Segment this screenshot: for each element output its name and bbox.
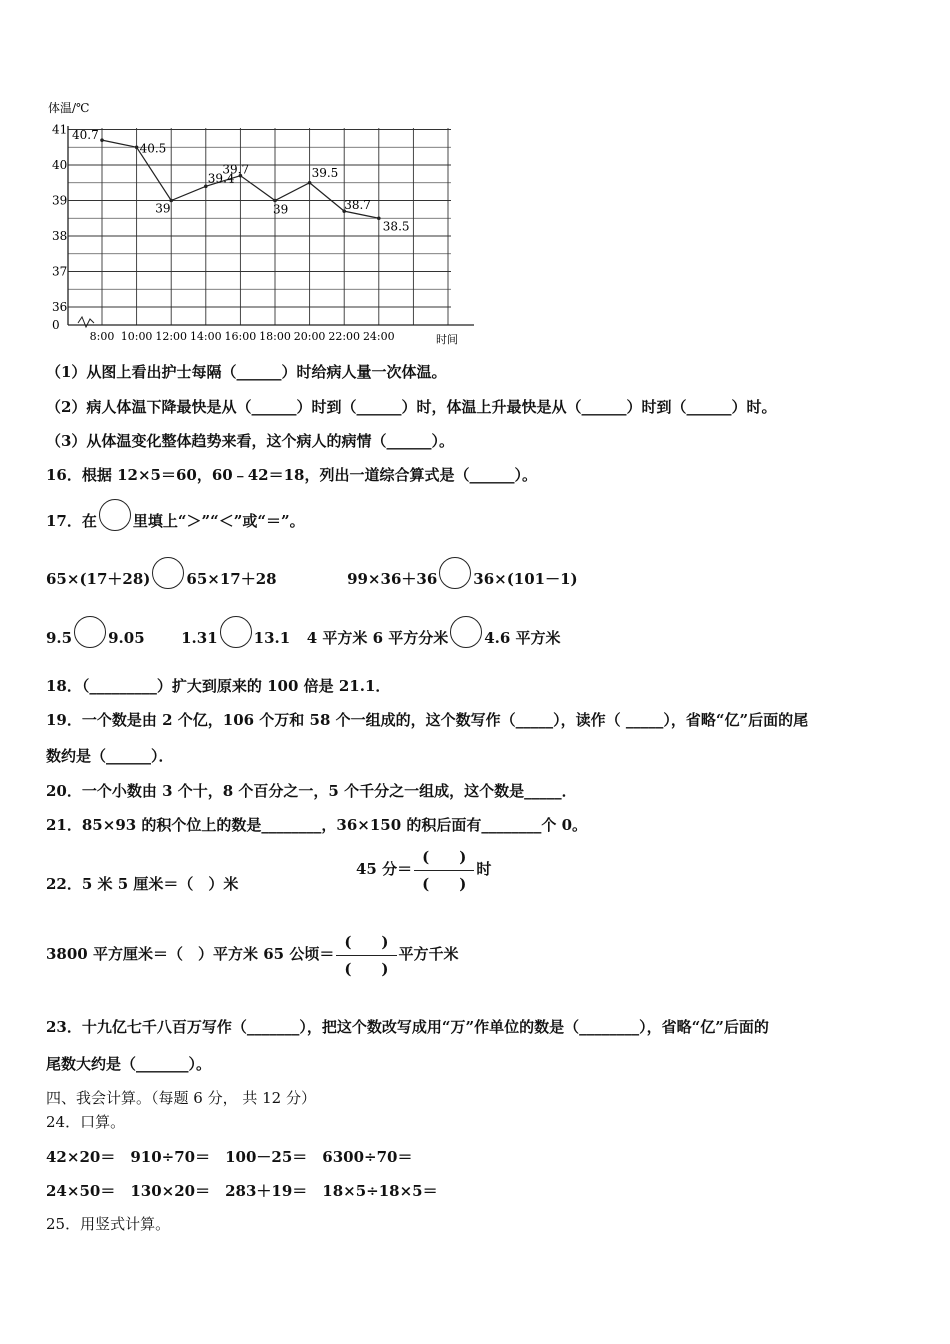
data-point <box>308 181 312 185</box>
y-tick-label: 36 <box>52 300 68 314</box>
question-17-row-1 <box>46 568 578 589</box>
question-20: 20．一个小数由 3 个十，8 个百分之一，5 个千分之一组成，这个数是_____． <box>46 782 577 800</box>
data-label: 39.5 <box>311 165 339 180</box>
fraction-denominator: ( ) <box>344 960 389 978</box>
compare-circle <box>450 616 482 648</box>
compare-left: 9.5 <box>46 629 73 647</box>
compare-circle <box>439 557 471 589</box>
data-label: 38.7 <box>344 198 371 213</box>
q17-text-before: 17．在 <box>46 512 97 530</box>
y-axis-title: 体温/℃ <box>48 101 90 115</box>
question-24-row-2: 24×50＝ 130×20＝ 283＋19＝ 18×5÷18×5＝ <box>46 1182 438 1200</box>
question-15-3: （3）从体温变化整体趋势来看，这个病人的病情（______）。 <box>46 432 454 450</box>
compare-right: 36×(101－1) <box>473 570 578 588</box>
compare-circle <box>152 557 184 589</box>
q22b-text: 45 分＝ <box>356 860 413 878</box>
q22d-text: 65 公顷＝ <box>263 945 335 963</box>
y-tick-label: 39 <box>52 193 68 208</box>
compare-left: 1.31 <box>181 629 218 647</box>
data-label: 40.5 <box>139 141 167 156</box>
section-4-heading: 四、我会计算。（每题 6 分， 共 12 分） <box>46 1089 316 1107</box>
question-22-b <box>356 846 491 894</box>
y-tick-label: 38 <box>52 229 68 243</box>
q22b-unit: 时 <box>476 860 492 878</box>
y-tick-label: 0 <box>52 318 60 332</box>
question-25: 25．用竖式计算。 <box>46 1215 171 1233</box>
q22c-text: 3800 平方厘米＝（ ）平方米 <box>46 945 258 963</box>
q22d-unit: 平方千米 <box>398 945 459 963</box>
compare-circle <box>99 499 131 531</box>
fraction-numerator: ( ) <box>336 931 396 956</box>
data-label: 38.5 <box>382 219 410 234</box>
y-tick-label: 37 <box>52 264 68 279</box>
compare-circle <box>74 616 106 648</box>
question-17-instruction <box>46 510 305 531</box>
question-23-line-2: 尾数大约是（_______）。 <box>46 1055 212 1073</box>
x-tick-label: 20:00 <box>293 330 326 343</box>
x-tick-label: 14:00 <box>189 330 222 343</box>
x-tick-label: 22:00 <box>328 330 361 343</box>
data-label: 40.7 <box>72 128 99 143</box>
question-15-1: （1）从图上看出护士每隔（______）时给病人量一次体温。 <box>46 363 447 381</box>
fraction-blank <box>336 931 396 979</box>
data-point <box>135 145 139 149</box>
compare-left: 99×36＋36 <box>347 570 438 588</box>
x-tick-label: 8:00 <box>89 330 115 343</box>
question-23-line-1: 23．十九亿七千八百万写作（_______），把这个数改写成用“万”作单位的数是（________），省略“亿”后面的 <box>46 1018 769 1036</box>
question-15-2: （2）病人体温下降最快是从（______）时到（______）时，体温上升最快是从（______）时到（______）时。 <box>46 398 777 416</box>
question-24-row-1: 42×20＝ 910÷70＝ 100－25＝ 6300÷70＝ <box>46 1148 413 1166</box>
question-22-a: 22．5 米 5 厘米＝（ ）米 <box>46 875 239 893</box>
data-label: 39.7 <box>222 162 250 177</box>
x-tick-label: 24:00 <box>362 330 395 343</box>
x-tick-label: 18:00 <box>259 330 291 343</box>
data-label: 39.4 <box>207 171 235 186</box>
compare-left: 65×(17＋28) <box>46 570 151 588</box>
q17-text-after: 里填上“＞”“＜”或“＝”。 <box>132 512 305 530</box>
fraction-numerator: ( ) <box>414 846 474 871</box>
x-tick-label: 10:00 <box>120 330 153 343</box>
x-tick-labels <box>90 330 395 343</box>
fraction-denominator: ( ) <box>422 875 467 893</box>
question-18: 18．（_________）扩大到原来的 100 倍是 21.1． <box>46 677 391 695</box>
data-point <box>100 138 104 142</box>
data-label: 39 <box>155 201 171 216</box>
y-tick-label: 40 <box>52 158 68 172</box>
temperature-line-chart <box>30 95 500 355</box>
compare-right: 4.6 平方米 <box>484 629 561 647</box>
data-point <box>377 216 381 220</box>
question-17-row-2 <box>46 627 561 648</box>
compare-right: 9.05 <box>108 629 145 647</box>
x-axis-title: 时间 <box>436 333 458 346</box>
compare-right: 13.1 <box>253 629 291 647</box>
fraction-blank <box>414 846 474 894</box>
compare-right: 65×17＋28 <box>186 570 277 588</box>
y-tick-labels <box>52 123 67 333</box>
question-22-c-d <box>46 931 459 979</box>
question-16: 16．根据 12×5＝60，60﹣42＝18，列出一道综合算式是（______）。 <box>46 466 537 484</box>
x-tick-label: 16:00 <box>224 330 257 343</box>
compare-circle <box>220 616 252 648</box>
question-24: 24．口算。 <box>46 1113 126 1131</box>
y-tick-label: 41 <box>52 122 68 137</box>
question-21: 21．85×93 的积个位上的数是________，36×150 的积后面有________个 0。 <box>46 816 588 834</box>
question-19-line-2: 数约是（______）． <box>46 747 174 765</box>
x-tick-label: 12:00 <box>155 330 188 343</box>
question-19-line-1: 19．一个数是由 2 个亿，106 个万和 58 个一组成的，这个数写作（_____），读作（ _____），省略“亿”后面的尾 <box>46 711 809 729</box>
compare-left: 4 平方米 6 平方分米 <box>306 629 449 647</box>
data-label: 39 <box>273 202 289 217</box>
